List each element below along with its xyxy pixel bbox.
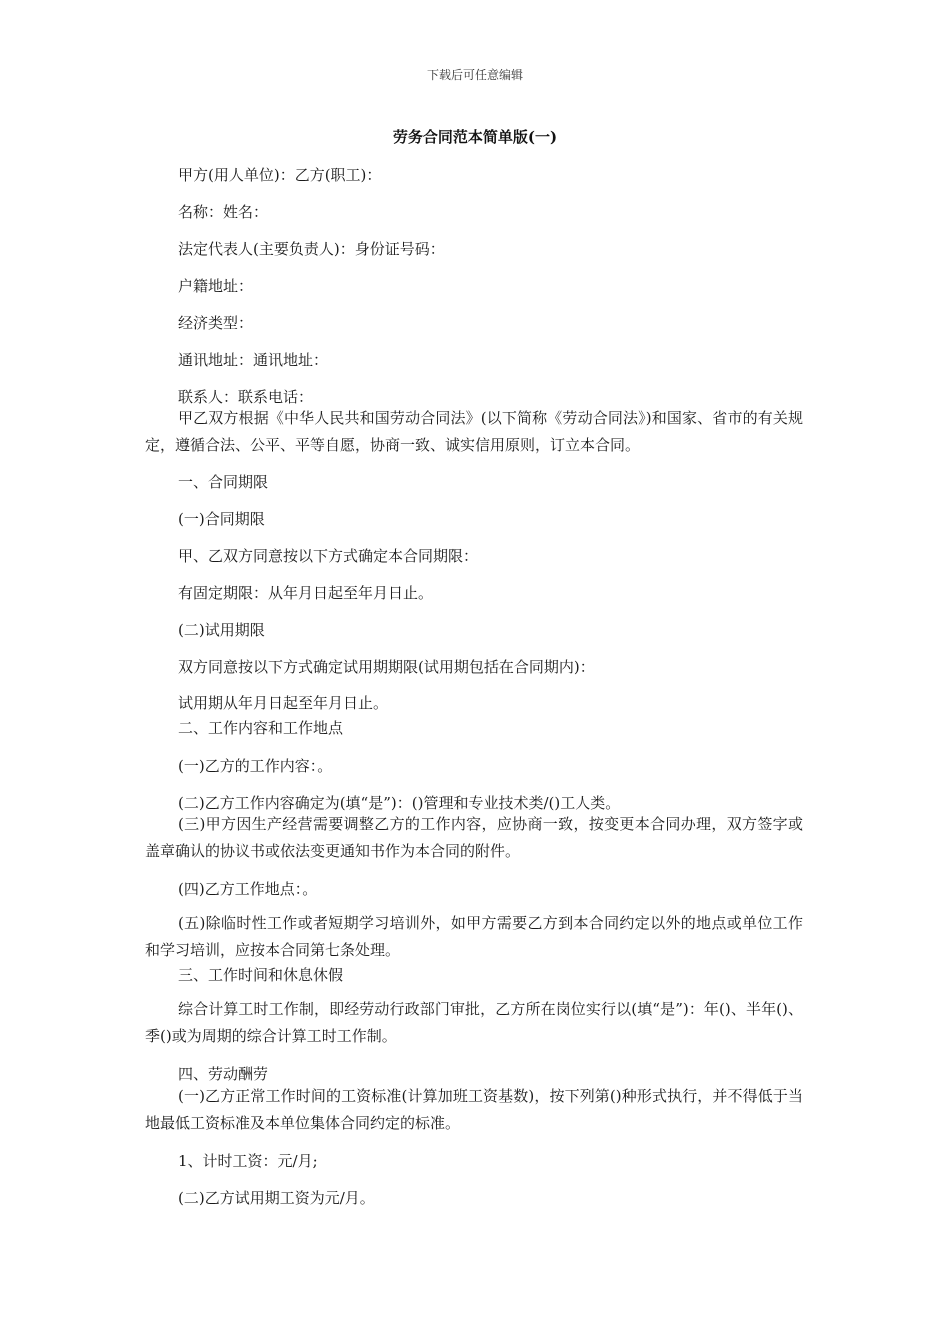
name-line: 名称：姓名： — [178, 203, 269, 221]
section-1-trial-period: 试用期从年月日起至年月日止。 — [178, 694, 389, 712]
section-3-text: 综合计算工时工作制，即经劳动行政部门审批，乙方所在岗位实行以(填“是”)：年()、半年()、季()或为周期的综合计算工时工作制。 — [145, 1000, 803, 1045]
intro-paragraph: 甲乙双方根据《中华人民共和国劳动合同法》(以下简称《劳动合同法》)和国家、省市的有关规定，遵循合法、公平、平等自愿，协商一致、诚实信用原则，订立本合同。 — [145, 409, 803, 454]
economic-type-line: 经济类型： — [178, 314, 254, 332]
section-2-item-4: (四)乙方工作地点：。 — [178, 880, 318, 898]
document-title: 劳务合同范本简单版(一) — [392, 128, 558, 146]
section-4-hourly-wage: 1、计时工资：元/月; — [178, 1152, 318, 1170]
section-1-sub2-heading: (二)试用期限 — [178, 621, 265, 639]
section-2-item-5: (五)除临时性工作或者短期学习培训外，如甲方需要乙方到本合同约定以外的地点或单位工作和学习培训，应按本合同第七条处理。 — [145, 914, 803, 959]
address-line: 通讯地址：通讯地址： — [178, 351, 329, 369]
section-2-heading: 二、工作内容和工作地点 — [178, 719, 344, 737]
section-2-item-2: (二)乙方工作内容确定为(填“是”)：()管理和专业技术类/()工人类。 — [178, 794, 621, 812]
section-4-item-1: (一)乙方正常工作时间的工资标准(计算加班工资基数)，按下列第()种形式执行，并不得低于当地最低工资标准及本单位集体合同约定的标准。 — [145, 1087, 803, 1132]
section-3-heading: 三、工作时间和休息休假 — [178, 966, 344, 984]
section-2-item-1: (一)乙方的工作内容：。 — [178, 757, 333, 775]
section-2-item-3: (三)甲方因生产经营需要调整乙方的工作内容，应协商一致，按变更本合同办理，双方签字或盖章确认的协议书或依法变更通知书作为本合同的附件。 — [145, 815, 803, 860]
section-1-fixed-term: 有固定期限：从年月日起至年月日止。 — [178, 584, 434, 602]
section-1-sub1-text: 甲、乙双方同意按以下方式确定本合同期限： — [178, 547, 479, 565]
section-1-heading: 一、合同期限 — [178, 473, 269, 491]
section-1-sub1-heading: (一)合同期限 — [178, 510, 265, 528]
section-1-sub2-text: 双方同意按以下方式确定试用期期限(试用期包括在合同期内)： — [178, 658, 595, 676]
section-4-heading: 四、劳动酬劳 — [178, 1065, 269, 1083]
section-4-item-2: (二)乙方试用期工资为元/月。 — [178, 1189, 375, 1207]
household-line: 户籍地址： — [178, 277, 254, 295]
header-note: 下载后可任意编辑 — [426, 68, 523, 82]
representative-line: 法定代表人(主要负责人)：身份证号码： — [178, 240, 445, 258]
party-line: 甲方(用人单位)：乙方(职工)： — [178, 166, 382, 184]
contact-line: 联系人：联系电话： — [178, 388, 314, 406]
